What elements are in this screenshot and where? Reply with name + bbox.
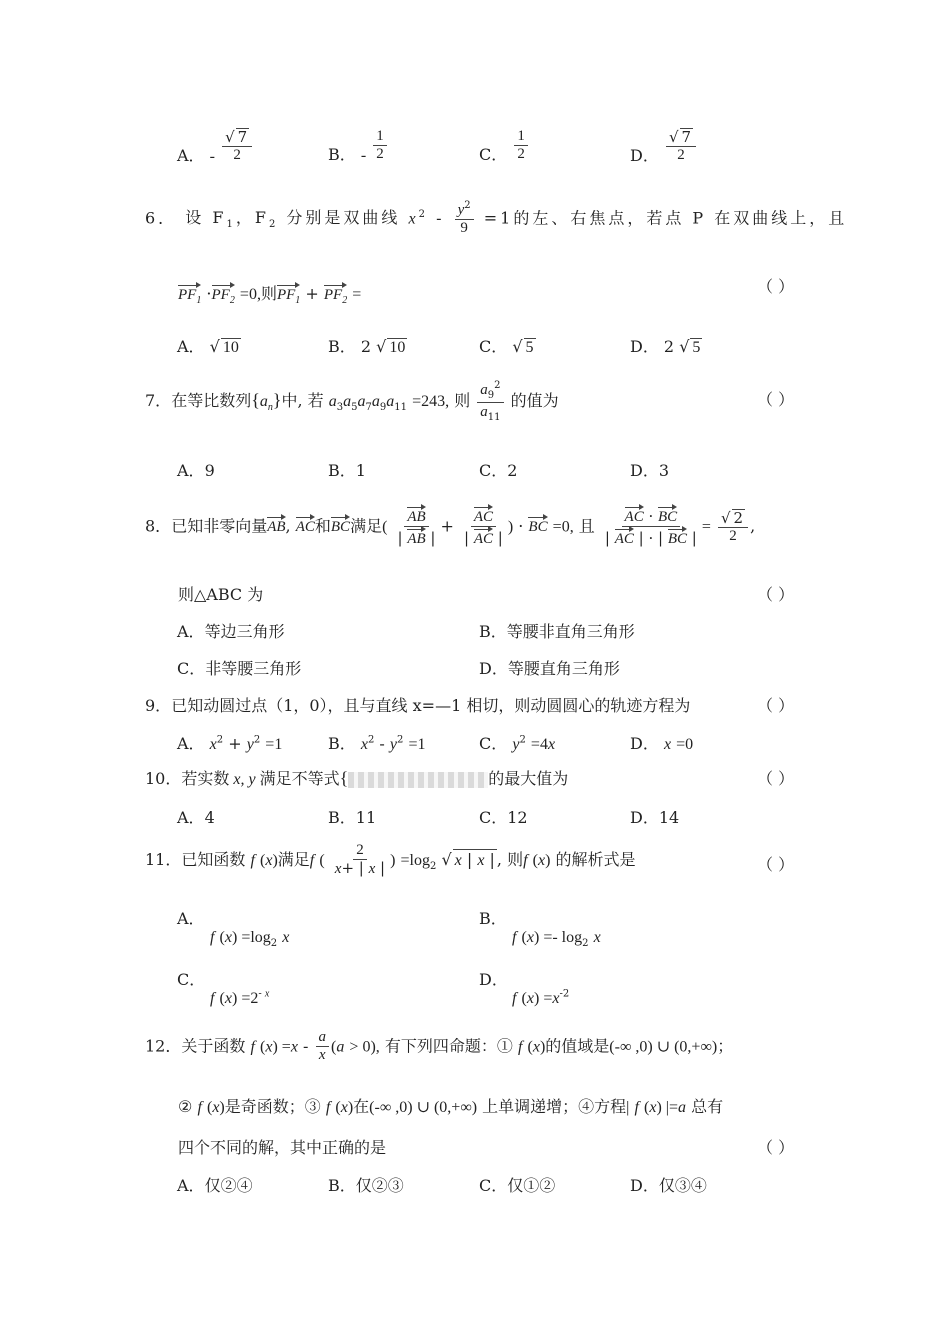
q9-option-b: B． $x^2 - y^2 =1$ [328,734,426,753]
q6-condition: $PF_1 \cdot PF_2 =0$,则$PF_1 + PF_2$ = [178,284,362,306]
q6-option-a: A． √ 10 [177,337,239,356]
question-number: 9． [145,696,172,715]
q6-option-b: B． 2 √ 10 [328,337,406,356]
q9-option-c: C． $y^2 =4x$ [479,734,556,753]
q10-stem-c: 的最大值为 [488,769,569,788]
option-content: 2 [507,461,518,480]
math-fraction: $\frac{1}{2}$ [514,128,528,164]
option-label: B． [328,337,356,356]
q6-stem: 6． 设 $F_1$，$F_2$ 分别是双曲线 $x^2$ - $\frac{y^2}{9}$ =1的左、右焦点，若点 P 在双曲线上，且 [145,200,848,237]
q8-option-d [479,656,620,679]
option-label: B． [328,145,356,165]
option-label: B． [328,1176,356,1195]
option-content: 等腰非直角三角形 [506,622,635,641]
q10-stem-b: 满足不等式 [259,769,340,788]
option-content: 9 [204,461,215,480]
q10-option-b [328,805,376,828]
option-label: D． [630,808,659,827]
q5-option-b: B． - $\frac{1}{2}$ [328,128,389,164]
q8-stem: 8．已知非零向量AB, AC和BC满足( $\frac{AB}{| AB |}$ + $\frac{AC}{| AC |}$ ) · BC =0, 且 $\frac{AC \cdot BC}{| AC | \cdot | BC |}$ = $\frac{√ 2}{2}$ , [145,507,756,548]
q12-line3: 四个不同的解，其中正确的是 [178,1138,387,1157]
option-label: B． [328,808,356,827]
option-label: C． [479,734,508,753]
option-content: 3 [658,461,670,480]
option-label: A． [177,1176,205,1195]
option-label: A． [177,909,205,928]
option-label: D． [630,461,659,480]
option-content: 等腰直角三角形 [507,659,620,678]
option-label: C． [479,145,508,165]
q12-line2: ② f (x)是奇函数；③ f (x)在(-∞ ,0) ∪ (0,+∞) 上单调递增；④方程| f (x) |=a 总有 [178,1097,724,1116]
q8-line2: 则△ABC 为 [178,585,264,604]
q10-stem: 10．若实数 x, y 满足不等式{ 的最大值为 [145,768,569,788]
option-content: 14 [658,808,680,827]
option-label: A． [177,622,205,641]
option-content: 4 [204,808,215,827]
q8-option-a [177,619,285,642]
q12-option-b [328,1173,404,1196]
math-fraction: $\frac{√ 7}{2}$ [222,128,252,165]
option-label: A． [177,734,205,753]
q9-stem: 9．已知动圆过点（1，0），且与直线 x=—1 相切，则动圆圆心的轨迹方程为 [145,696,691,715]
option-label: A． [177,337,205,356]
option-label: D． [479,970,508,989]
math-fraction: $\frac{1}{2}$ [373,128,387,164]
option-label: C． [177,970,206,989]
q11-option-b: B． f $(x) =- \log_2 x$ [479,909,601,950]
option-label: C． [177,659,206,678]
option-label: A． [177,145,205,165]
option-content: 仅①② [507,1176,556,1195]
q5-option-c [479,128,530,164]
q11-option-c: C． f $(x) =2^{- x}$ [177,970,270,1007]
option-label: D． [630,337,659,356]
option-label: D． [479,659,508,678]
q5-option-d [630,128,698,165]
option-content: 12 [507,808,528,827]
option-content: 仅②④ [204,1176,253,1195]
q9-option-d: D． x =0 [630,734,694,753]
q7-option-b [328,458,366,481]
q7-option-c [479,458,517,481]
question-number: 8． [145,516,172,536]
answer-bracket: （ ） [757,585,795,604]
option-label: A． [177,808,205,827]
q12-option-d [630,1173,707,1196]
q11-option-d: D． f $(x) =x^{-2}$ [479,970,570,1007]
option-label: B． [328,461,356,480]
option-label: B． [328,734,356,753]
answer-bracket: （ ） [757,769,795,788]
option-content: 仅②③ [355,1176,404,1195]
question-number: 11． [145,849,182,869]
answer-bracket: （ ） [757,390,795,409]
q7-option-a [177,458,215,481]
option-label: C． [479,1176,508,1195]
answer-bracket: （ ） [757,696,795,715]
option-label: A． [177,461,205,480]
q12-option-c [479,1173,555,1196]
q8-option-b [479,619,635,642]
option-content: 等边三角形 [204,622,285,641]
option-label: C． [479,337,508,356]
answer-bracket: （ ） [757,277,795,296]
option-label: B． [479,909,507,928]
answer-bracket: （ ） [757,855,795,874]
q5-option-a: A． - $\frac{√ 7}{2}$ [177,128,254,165]
option-label: B． [479,622,507,641]
q12-option-a [177,1173,253,1196]
q10-stem-a: 若实数 [181,769,230,788]
q12-stem: 12．关于函数 f (x) =x - $\frac{a}{x}$ (a > 0), 有下列四命题：① f (x)的值域是(-∞ ,0) ∪ (0,+∞)； [145,1029,734,1064]
q6-option-d: D． 2 √ 5 [630,337,701,356]
option-content: 非等腰三角形 [205,659,302,678]
q8-option-c [177,656,301,679]
q11-stem: 11．已知函数 f (x)满足f ( $\frac{2}{x+ | x |}$ ) $=\log_2$ √ x | x | , 则f (x) 的解析式是 [145,842,636,878]
q10-option-d [630,805,679,828]
q10-option-c [479,805,528,828]
answer-bracket: （ ） [757,1138,795,1157]
q11-option-a: A． f $(x) =\log_2$ x [177,909,290,950]
option-content: 1 [355,461,366,480]
q7-stem: 7．在等比数列$\{a_n\}$中, 若 $a_3a_5a_7a_9a_{11} =243$, 则 $\frac{a_9^2}{a_{11}}$ 的值为 [145,380,559,423]
option-label: C． [479,808,508,827]
option-content: 11 [355,808,377,827]
question-number: 12． [145,1036,182,1056]
garbled-formula-image [348,772,488,788]
option-label: D． [630,1176,659,1195]
question-number: 7． [145,391,172,410]
option-label: D． [630,145,659,165]
q9-option-a: A． $x^2 + y^2 =1$ [177,734,283,753]
question-number: 6． [145,208,178,228]
question-number: 10． [145,769,182,788]
q7-option-d [630,458,669,481]
option-label: C． [479,461,508,480]
math-fraction: $\frac{√ 7}{2}$ [666,128,696,165]
q10-option-a [177,805,215,828]
q6-option-c: C． √ 5 [479,337,534,356]
option-content: 仅③④ [658,1176,707,1195]
option-label: D． [630,734,659,753]
